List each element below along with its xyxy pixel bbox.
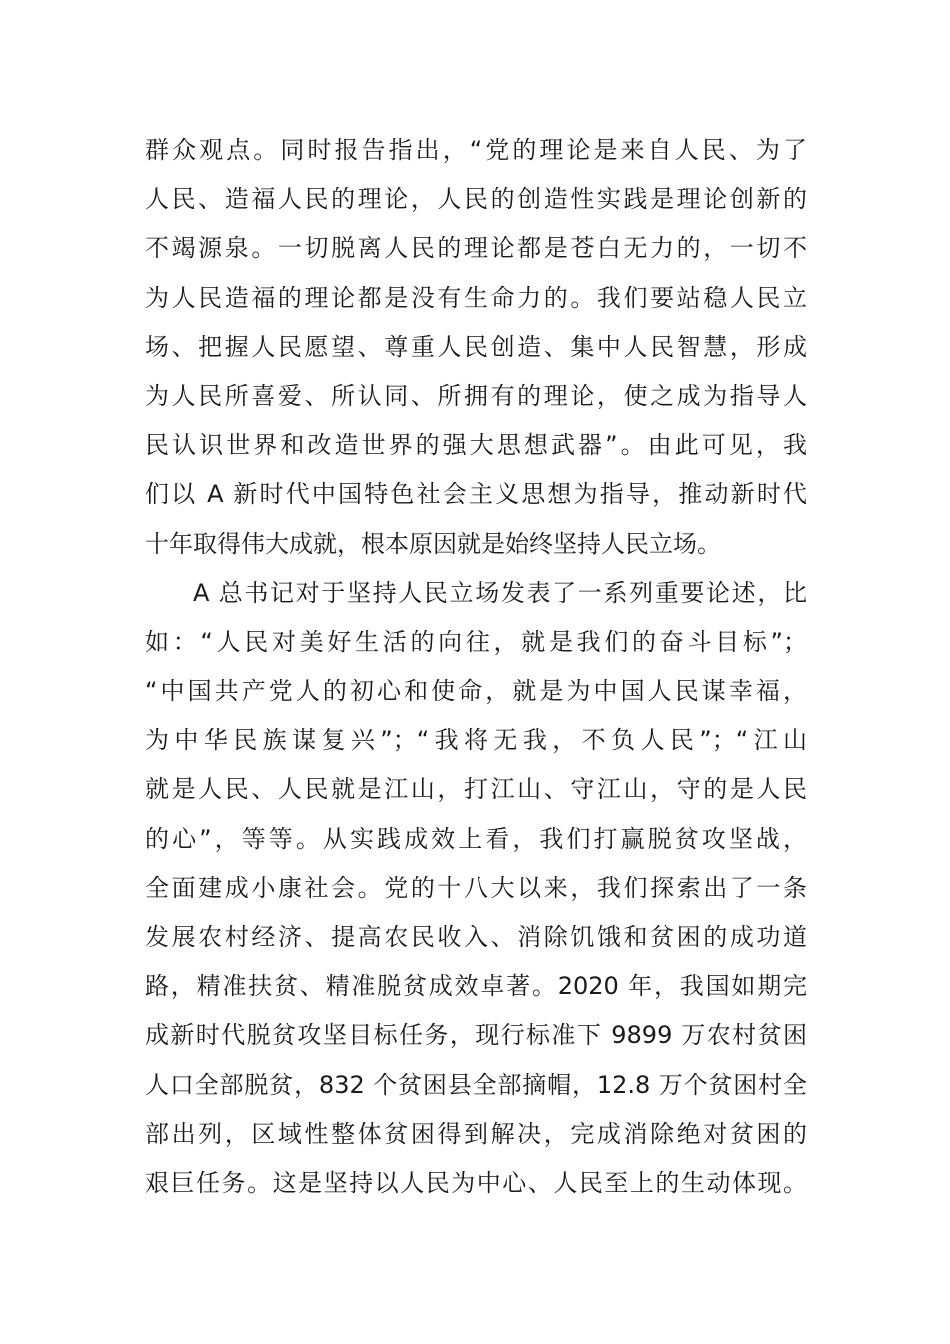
text-line: 为中华民族谋复兴”；“我将无我，不负人民”；“江山 bbox=[145, 726, 807, 755]
text-line: 如：“人民对美好生活的向往，就是我们的奋斗目标”； bbox=[145, 627, 807, 656]
text-line: 场、把握人民愿望、尊重人民创造、集中人民智慧，形成 bbox=[145, 332, 807, 361]
text-line: 人口全部脱贫，832 个贫困县全部摘帽，12.8 万个贫困村全 bbox=[145, 1070, 807, 1099]
text-line: A 总书记对于坚持人民立场发表了一系列重要论述，比 bbox=[193, 578, 807, 607]
text-line: 发展农村经济、提高农民收入、消除饥饿和贫困的成功道 bbox=[145, 923, 807, 951]
text-line: 全面建成小康社会。党的十八大以来，我们探索出了一条 bbox=[145, 873, 807, 902]
text-line: 艰巨任务。这是坚持以人民为中心、人民至上的生动体现。 bbox=[145, 1168, 807, 1197]
text-line: 路，精准扶贫、精准脱贫成效卓著。2020 年，我国如期完 bbox=[145, 972, 807, 1001]
text-line: 就是人民、人民就是江山，打江山、守江山，守的是人民 bbox=[145, 775, 807, 804]
paragraph-1 bbox=[145, 126, 807, 569]
text-line: 部出列，区域性整体贫困得到解决，完成消除绝对贫困的 bbox=[145, 1119, 807, 1148]
text-line: 民认识世界和改造世界的强大思想武器”。由此可见，我 bbox=[145, 431, 807, 460]
text-line: 十年取得伟大成就，根本原因就是始终坚持人民立场。 bbox=[145, 529, 721, 558]
text-line: 为人民造福的理论都是没有生命力的。我们要站稳人民立 bbox=[145, 283, 807, 312]
text-line: “中国共产党人的初心和使命，就是为中国人民谋幸福， bbox=[145, 677, 807, 706]
text-line: 人民、造福人民的理论，人民的创造性实践是理论创新的 bbox=[145, 185, 807, 214]
text-line: 为人民所喜爱、所认同、所拥有的理论，使之成为指导人 bbox=[145, 381, 807, 410]
text-line: 成新时代脱贫攻坚目标任务，现行标准下 9899 万农村贫困 bbox=[145, 1021, 807, 1050]
paragraph-2 bbox=[145, 569, 807, 1208]
text-line: 不竭源泉。一切脱离人民的理论都是苍白无力的，一切不 bbox=[145, 234, 807, 263]
body-text bbox=[145, 126, 807, 1208]
text-line: 们以 A 新时代中国特色社会主义思想为指导，推动新时代 bbox=[145, 480, 807, 509]
text-line: 群众观点。同时报告指出，“党的理论是来自人民、为了 bbox=[145, 136, 807, 164]
text-line: 的心”，等等。从实践成效上看，我们打赢脱贫攻坚战， bbox=[145, 824, 807, 853]
